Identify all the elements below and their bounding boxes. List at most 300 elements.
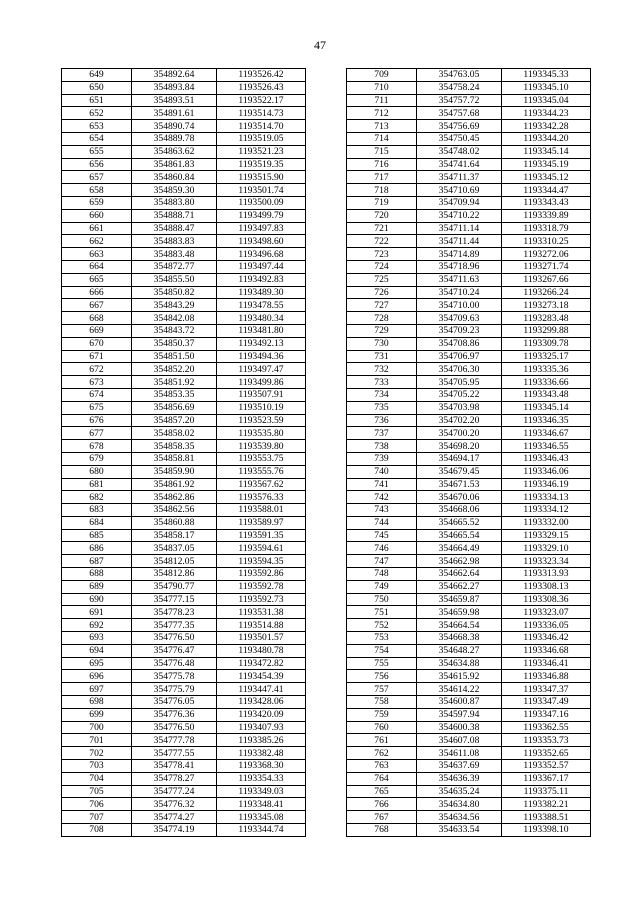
y-coordinate-cell: 1193594.35 bbox=[217, 555, 306, 568]
table-row bbox=[62, 734, 306, 747]
point-number-cell: 700 bbox=[62, 721, 132, 734]
x-coordinate-cell: 354703.98 bbox=[417, 401, 502, 414]
x-coordinate-cell: 354850.82 bbox=[132, 286, 217, 299]
table-row bbox=[347, 670, 591, 683]
point-number-cell: 668 bbox=[62, 312, 132, 325]
point-number-cell: 754 bbox=[347, 644, 417, 657]
y-coordinate-cell: 1193345.12 bbox=[502, 171, 591, 184]
x-coordinate-cell: 354855.50 bbox=[132, 273, 217, 286]
point-number-cell: 733 bbox=[347, 376, 417, 389]
table-row bbox=[62, 657, 306, 670]
table-row bbox=[347, 196, 591, 209]
point-number-cell: 672 bbox=[62, 363, 132, 376]
table-row bbox=[62, 708, 306, 721]
y-coordinate-cell: 1193368.30 bbox=[217, 760, 306, 773]
x-coordinate-cell: 354756.69 bbox=[417, 120, 502, 133]
table-row bbox=[62, 427, 306, 440]
table-row bbox=[62, 619, 306, 632]
table-row bbox=[62, 811, 306, 824]
x-coordinate-cell: 354863.62 bbox=[132, 145, 217, 158]
point-number-cell: 731 bbox=[347, 350, 417, 363]
point-number-cell: 696 bbox=[62, 670, 132, 683]
table-row bbox=[62, 376, 306, 389]
point-number-cell: 670 bbox=[62, 337, 132, 350]
y-coordinate-cell: 1193594.61 bbox=[217, 542, 306, 555]
x-coordinate-cell: 354842.08 bbox=[132, 312, 217, 325]
x-coordinate-cell: 354776.32 bbox=[132, 798, 217, 811]
x-coordinate-cell: 354778.41 bbox=[132, 760, 217, 773]
table-row bbox=[62, 593, 306, 606]
point-number-cell: 740 bbox=[347, 465, 417, 478]
point-number-cell: 713 bbox=[347, 120, 417, 133]
point-number-cell: 710 bbox=[347, 81, 417, 94]
y-coordinate-cell: 1193309.78 bbox=[502, 337, 591, 350]
point-number-cell: 753 bbox=[347, 632, 417, 645]
point-number-cell: 659 bbox=[62, 196, 132, 209]
y-coordinate-cell: 1193348.41 bbox=[217, 798, 306, 811]
point-number-cell: 674 bbox=[62, 388, 132, 401]
table-row bbox=[62, 350, 306, 363]
point-number-cell: 765 bbox=[347, 785, 417, 798]
table-row bbox=[347, 798, 591, 811]
y-coordinate-cell: 1193267.66 bbox=[502, 273, 591, 286]
x-coordinate-cell: 354750.45 bbox=[417, 132, 502, 145]
x-coordinate-cell: 354891.61 bbox=[132, 107, 217, 120]
x-coordinate-cell: 354757.68 bbox=[417, 107, 502, 120]
point-number-cell: 751 bbox=[347, 606, 417, 619]
table-row bbox=[347, 542, 591, 555]
point-number-cell: 687 bbox=[62, 555, 132, 568]
table-row bbox=[347, 273, 591, 286]
x-coordinate-cell: 354892.64 bbox=[132, 69, 217, 82]
y-coordinate-cell: 1193478.55 bbox=[217, 299, 306, 312]
x-coordinate-cell: 354710.00 bbox=[417, 299, 502, 312]
table-row bbox=[347, 440, 591, 453]
table-row bbox=[347, 209, 591, 222]
x-coordinate-cell: 354611.08 bbox=[417, 747, 502, 760]
x-coordinate-cell: 354659.98 bbox=[417, 606, 502, 619]
x-coordinate-cell: 354777.35 bbox=[132, 619, 217, 632]
table-row bbox=[62, 324, 306, 337]
point-number-cell: 736 bbox=[347, 414, 417, 427]
table-row bbox=[62, 81, 306, 94]
table-row bbox=[62, 440, 306, 453]
x-coordinate-cell: 354600.38 bbox=[417, 721, 502, 734]
x-coordinate-cell: 354679.45 bbox=[417, 465, 502, 478]
x-coordinate-cell: 354883.48 bbox=[132, 248, 217, 261]
y-coordinate-cell: 1193497.83 bbox=[217, 222, 306, 235]
x-coordinate-cell: 354888.47 bbox=[132, 222, 217, 235]
point-number-cell: 708 bbox=[62, 824, 132, 837]
table-row bbox=[62, 798, 306, 811]
x-coordinate-cell: 354790.77 bbox=[132, 580, 217, 593]
x-coordinate-cell: 354776.36 bbox=[132, 708, 217, 721]
x-coordinate-cell: 354858.81 bbox=[132, 452, 217, 465]
y-coordinate-cell: 1193382.21 bbox=[502, 798, 591, 811]
y-coordinate-cell: 1193345.14 bbox=[502, 145, 591, 158]
table-row bbox=[347, 657, 591, 670]
y-coordinate-cell: 1193345.14 bbox=[502, 401, 591, 414]
x-coordinate-cell: 354698.20 bbox=[417, 440, 502, 453]
x-coordinate-cell: 354889.78 bbox=[132, 132, 217, 145]
point-number-cell: 717 bbox=[347, 171, 417, 184]
table-row bbox=[347, 721, 591, 734]
point-number-cell: 743 bbox=[347, 504, 417, 517]
y-coordinate-cell: 1193345.10 bbox=[502, 81, 591, 94]
point-number-cell: 697 bbox=[62, 683, 132, 696]
x-coordinate-cell: 354665.54 bbox=[417, 529, 502, 542]
table-row bbox=[62, 465, 306, 478]
table-row bbox=[62, 286, 306, 299]
table-row bbox=[347, 145, 591, 158]
table-row bbox=[347, 350, 591, 363]
x-coordinate-cell: 354607.08 bbox=[417, 734, 502, 747]
point-number-cell: 694 bbox=[62, 644, 132, 657]
x-coordinate-cell: 354636.39 bbox=[417, 772, 502, 785]
table-row bbox=[347, 632, 591, 645]
point-number-cell: 720 bbox=[347, 209, 417, 222]
y-coordinate-cell: 1193519.05 bbox=[217, 132, 306, 145]
y-coordinate-cell: 1193510.19 bbox=[217, 401, 306, 414]
table-row bbox=[62, 452, 306, 465]
x-coordinate-cell: 354659.87 bbox=[417, 593, 502, 606]
x-coordinate-cell: 354890.74 bbox=[132, 120, 217, 133]
point-number-cell: 690 bbox=[62, 593, 132, 606]
point-number-cell: 682 bbox=[62, 491, 132, 504]
y-coordinate-cell: 1193334.13 bbox=[502, 491, 591, 504]
y-coordinate-cell: 1193589.97 bbox=[217, 516, 306, 529]
y-coordinate-cell: 1193497.47 bbox=[217, 363, 306, 376]
table-row bbox=[347, 235, 591, 248]
point-number-cell: 669 bbox=[62, 324, 132, 337]
point-number-cell: 750 bbox=[347, 593, 417, 606]
point-number-cell: 692 bbox=[62, 619, 132, 632]
point-number-cell: 658 bbox=[62, 184, 132, 197]
point-number-cell: 722 bbox=[347, 235, 417, 248]
table-row bbox=[62, 670, 306, 683]
point-number-cell: 676 bbox=[62, 414, 132, 427]
y-coordinate-cell: 1193555.76 bbox=[217, 465, 306, 478]
y-coordinate-cell: 1193420.09 bbox=[217, 708, 306, 721]
table-row bbox=[347, 299, 591, 312]
table-row bbox=[347, 376, 591, 389]
point-number-cell: 729 bbox=[347, 324, 417, 337]
table-row bbox=[347, 248, 591, 261]
point-number-cell: 702 bbox=[62, 747, 132, 760]
x-coordinate-cell: 354710.69 bbox=[417, 184, 502, 197]
table-row bbox=[347, 465, 591, 478]
y-coordinate-cell: 1193273.18 bbox=[502, 299, 591, 312]
x-coordinate-cell: 354708.86 bbox=[417, 337, 502, 350]
point-number-cell: 761 bbox=[347, 734, 417, 747]
point-number-cell: 707 bbox=[62, 811, 132, 824]
y-coordinate-cell: 1193526.43 bbox=[217, 81, 306, 94]
y-coordinate-cell: 1193388.51 bbox=[502, 811, 591, 824]
x-coordinate-cell: 354706.30 bbox=[417, 363, 502, 376]
point-number-cell: 651 bbox=[62, 94, 132, 107]
x-coordinate-cell: 354763.05 bbox=[417, 69, 502, 82]
x-coordinate-cell: 354694.17 bbox=[417, 452, 502, 465]
table-row bbox=[62, 632, 306, 645]
y-coordinate-cell: 1193591.35 bbox=[217, 529, 306, 542]
x-coordinate-cell: 354748.02 bbox=[417, 145, 502, 158]
x-coordinate-cell: 354671.53 bbox=[417, 478, 502, 491]
x-coordinate-cell: 354776.50 bbox=[132, 721, 217, 734]
table-row bbox=[62, 644, 306, 657]
y-coordinate-cell: 1193336.05 bbox=[502, 619, 591, 632]
y-coordinate-cell: 1193498.60 bbox=[217, 235, 306, 248]
point-number-cell: 747 bbox=[347, 555, 417, 568]
point-number-cell: 653 bbox=[62, 120, 132, 133]
table-row bbox=[347, 94, 591, 107]
point-number-cell: 724 bbox=[347, 260, 417, 273]
x-coordinate-cell: 354851.50 bbox=[132, 350, 217, 363]
table-row bbox=[347, 772, 591, 785]
y-coordinate-cell: 1193592.86 bbox=[217, 568, 306, 581]
x-coordinate-cell: 354668.38 bbox=[417, 632, 502, 645]
table-row bbox=[62, 171, 306, 184]
point-number-cell: 655 bbox=[62, 145, 132, 158]
table-row bbox=[347, 312, 591, 325]
table-row bbox=[62, 747, 306, 760]
x-coordinate-cell: 354662.64 bbox=[417, 568, 502, 581]
x-coordinate-cell: 354600.87 bbox=[417, 696, 502, 709]
point-number-cell: 762 bbox=[347, 747, 417, 760]
table-row bbox=[347, 69, 591, 82]
table-row bbox=[62, 478, 306, 491]
y-coordinate-cell: 1193266.24 bbox=[502, 286, 591, 299]
point-number-cell: 741 bbox=[347, 478, 417, 491]
x-coordinate-cell: 354702.20 bbox=[417, 414, 502, 427]
x-coordinate-cell: 354714.89 bbox=[417, 248, 502, 261]
x-coordinate-cell: 354665.52 bbox=[417, 516, 502, 529]
y-coordinate-cell: 1193362.55 bbox=[502, 721, 591, 734]
x-coordinate-cell: 354758.24 bbox=[417, 81, 502, 94]
y-coordinate-cell: 1193535.80 bbox=[217, 427, 306, 440]
table-row bbox=[62, 696, 306, 709]
table-row bbox=[347, 529, 591, 542]
x-coordinate-cell: 354700.20 bbox=[417, 427, 502, 440]
table-row bbox=[62, 312, 306, 325]
x-coordinate-cell: 354872.77 bbox=[132, 260, 217, 273]
y-coordinate-cell: 1193507.91 bbox=[217, 388, 306, 401]
x-coordinate-cell: 354776.05 bbox=[132, 696, 217, 709]
y-coordinate-cell: 1193588.01 bbox=[217, 504, 306, 517]
y-coordinate-cell: 1193272.06 bbox=[502, 248, 591, 261]
y-coordinate-cell: 1193345.19 bbox=[502, 158, 591, 171]
x-coordinate-cell: 354664.54 bbox=[417, 619, 502, 632]
table-row bbox=[347, 414, 591, 427]
y-coordinate-cell: 1193492.13 bbox=[217, 337, 306, 350]
table-row bbox=[62, 516, 306, 529]
table-row bbox=[62, 222, 306, 235]
table-row bbox=[347, 132, 591, 145]
y-coordinate-cell: 1193344.23 bbox=[502, 107, 591, 120]
table-row bbox=[347, 619, 591, 632]
point-number-cell: 684 bbox=[62, 516, 132, 529]
y-coordinate-cell: 1193480.34 bbox=[217, 312, 306, 325]
table-row bbox=[62, 606, 306, 619]
x-coordinate-cell: 354633.54 bbox=[417, 824, 502, 837]
x-coordinate-cell: 354858.02 bbox=[132, 427, 217, 440]
y-coordinate-cell: 1193347.49 bbox=[502, 696, 591, 709]
table-row bbox=[62, 363, 306, 376]
point-number-cell: 768 bbox=[347, 824, 417, 837]
point-number-cell: 712 bbox=[347, 107, 417, 120]
point-number-cell: 719 bbox=[347, 196, 417, 209]
x-coordinate-cell: 354893.51 bbox=[132, 94, 217, 107]
y-coordinate-cell: 1193345.33 bbox=[502, 69, 591, 82]
x-coordinate-cell: 354861.92 bbox=[132, 478, 217, 491]
y-coordinate-cell: 1193313.93 bbox=[502, 568, 591, 581]
table-row bbox=[62, 542, 306, 555]
table-row bbox=[62, 248, 306, 261]
x-coordinate-cell: 354858.17 bbox=[132, 529, 217, 542]
x-coordinate-cell: 354662.98 bbox=[417, 555, 502, 568]
table-row bbox=[62, 785, 306, 798]
x-coordinate-cell: 354776.47 bbox=[132, 644, 217, 657]
y-coordinate-cell: 1193576.33 bbox=[217, 491, 306, 504]
y-coordinate-cell: 1193354.33 bbox=[217, 772, 306, 785]
y-coordinate-cell: 1193346.55 bbox=[502, 440, 591, 453]
point-number-cell: 745 bbox=[347, 529, 417, 542]
point-number-cell: 758 bbox=[347, 696, 417, 709]
x-coordinate-cell: 354664.49 bbox=[417, 542, 502, 555]
point-number-cell: 701 bbox=[62, 734, 132, 747]
y-coordinate-cell: 1193481.80 bbox=[217, 324, 306, 337]
y-coordinate-cell: 1193346.42 bbox=[502, 632, 591, 645]
point-number-cell: 715 bbox=[347, 145, 417, 158]
x-coordinate-cell: 354812.05 bbox=[132, 555, 217, 568]
point-number-cell: 704 bbox=[62, 772, 132, 785]
point-number-cell: 705 bbox=[62, 785, 132, 798]
x-coordinate-cell: 354777.24 bbox=[132, 785, 217, 798]
point-number-cell: 749 bbox=[347, 580, 417, 593]
point-number-cell: 757 bbox=[347, 683, 417, 696]
table-row bbox=[347, 478, 591, 491]
y-coordinate-cell: 1193515.90 bbox=[217, 171, 306, 184]
point-number-cell: 688 bbox=[62, 568, 132, 581]
x-coordinate-cell: 354710.24 bbox=[417, 286, 502, 299]
x-coordinate-cell: 354597.94 bbox=[417, 708, 502, 721]
x-coordinate-cell: 354668.06 bbox=[417, 504, 502, 517]
x-coordinate-cell: 354648.27 bbox=[417, 644, 502, 657]
y-coordinate-cell: 1193339.89 bbox=[502, 209, 591, 222]
y-coordinate-cell: 1193500.09 bbox=[217, 196, 306, 209]
point-number-cell: 711 bbox=[347, 94, 417, 107]
point-number-cell: 673 bbox=[62, 376, 132, 389]
x-coordinate-cell: 354812.86 bbox=[132, 568, 217, 581]
point-number-cell: 716 bbox=[347, 158, 417, 171]
coordinates-table-left bbox=[61, 68, 306, 837]
y-coordinate-cell: 1193497.44 bbox=[217, 260, 306, 273]
x-coordinate-cell: 354711.63 bbox=[417, 273, 502, 286]
y-coordinate-cell: 1193329.10 bbox=[502, 542, 591, 555]
x-coordinate-cell: 354776.48 bbox=[132, 657, 217, 670]
y-coordinate-cell: 1193553.75 bbox=[217, 452, 306, 465]
table-row bbox=[347, 363, 591, 376]
table-row bbox=[62, 401, 306, 414]
y-coordinate-cell: 1193346.06 bbox=[502, 465, 591, 478]
y-coordinate-cell: 1193349.03 bbox=[217, 785, 306, 798]
table-row bbox=[62, 260, 306, 273]
y-coordinate-cell: 1193336.66 bbox=[502, 376, 591, 389]
table-row bbox=[62, 107, 306, 120]
point-number-cell: 665 bbox=[62, 273, 132, 286]
x-coordinate-cell: 354862.86 bbox=[132, 491, 217, 504]
x-coordinate-cell: 354850.37 bbox=[132, 337, 217, 350]
y-coordinate-cell: 1193514.73 bbox=[217, 107, 306, 120]
x-coordinate-cell: 354711.37 bbox=[417, 171, 502, 184]
point-number-cell: 737 bbox=[347, 427, 417, 440]
point-number-cell: 675 bbox=[62, 401, 132, 414]
table-row bbox=[347, 708, 591, 721]
y-coordinate-cell: 1193407.93 bbox=[217, 721, 306, 734]
point-number-cell: 718 bbox=[347, 184, 417, 197]
point-number-cell: 744 bbox=[347, 516, 417, 529]
y-coordinate-cell: 1193323.07 bbox=[502, 606, 591, 619]
table-row bbox=[347, 785, 591, 798]
x-coordinate-cell: 354883.83 bbox=[132, 235, 217, 248]
point-number-cell: 752 bbox=[347, 619, 417, 632]
point-number-cell: 693 bbox=[62, 632, 132, 645]
table-row bbox=[347, 516, 591, 529]
point-number-cell: 656 bbox=[62, 158, 132, 171]
point-number-cell: 698 bbox=[62, 696, 132, 709]
x-coordinate-cell: 354777.15 bbox=[132, 593, 217, 606]
point-number-cell: 689 bbox=[62, 580, 132, 593]
point-number-cell: 677 bbox=[62, 427, 132, 440]
table-row bbox=[347, 760, 591, 773]
x-coordinate-cell: 354615.92 bbox=[417, 670, 502, 683]
x-coordinate-cell: 354858.35 bbox=[132, 440, 217, 453]
x-coordinate-cell: 354893.84 bbox=[132, 81, 217, 94]
point-number-cell: 714 bbox=[347, 132, 417, 145]
y-coordinate-cell: 1193375.11 bbox=[502, 785, 591, 798]
y-coordinate-cell: 1193345.08 bbox=[217, 811, 306, 824]
x-coordinate-cell: 354709.94 bbox=[417, 196, 502, 209]
y-coordinate-cell: 1193480.78 bbox=[217, 644, 306, 657]
point-number-cell: 683 bbox=[62, 504, 132, 517]
table-row bbox=[62, 235, 306, 248]
x-coordinate-cell: 354862.56 bbox=[132, 504, 217, 517]
table-row bbox=[347, 555, 591, 568]
table-row bbox=[62, 721, 306, 734]
y-coordinate-cell: 1193332.00 bbox=[502, 516, 591, 529]
point-number-cell: 734 bbox=[347, 388, 417, 401]
table-row bbox=[347, 401, 591, 414]
point-number-cell: 703 bbox=[62, 760, 132, 773]
table-row bbox=[347, 452, 591, 465]
y-coordinate-cell: 1193472.82 bbox=[217, 657, 306, 670]
y-coordinate-cell: 1193514.70 bbox=[217, 120, 306, 133]
point-number-cell: 649 bbox=[62, 69, 132, 82]
y-coordinate-cell: 1193592.78 bbox=[217, 580, 306, 593]
y-coordinate-cell: 1193346.35 bbox=[502, 414, 591, 427]
x-coordinate-cell: 354775.79 bbox=[132, 683, 217, 696]
x-coordinate-cell: 354777.78 bbox=[132, 734, 217, 747]
y-coordinate-cell: 1193308.36 bbox=[502, 593, 591, 606]
x-coordinate-cell: 354706.97 bbox=[417, 350, 502, 363]
x-coordinate-cell: 354859.90 bbox=[132, 465, 217, 478]
x-coordinate-cell: 354837.05 bbox=[132, 542, 217, 555]
x-coordinate-cell: 354843.29 bbox=[132, 299, 217, 312]
point-number-cell: 728 bbox=[347, 312, 417, 325]
table-row bbox=[62, 772, 306, 785]
table-row bbox=[62, 760, 306, 773]
table-row bbox=[62, 273, 306, 286]
table-row bbox=[62, 504, 306, 517]
